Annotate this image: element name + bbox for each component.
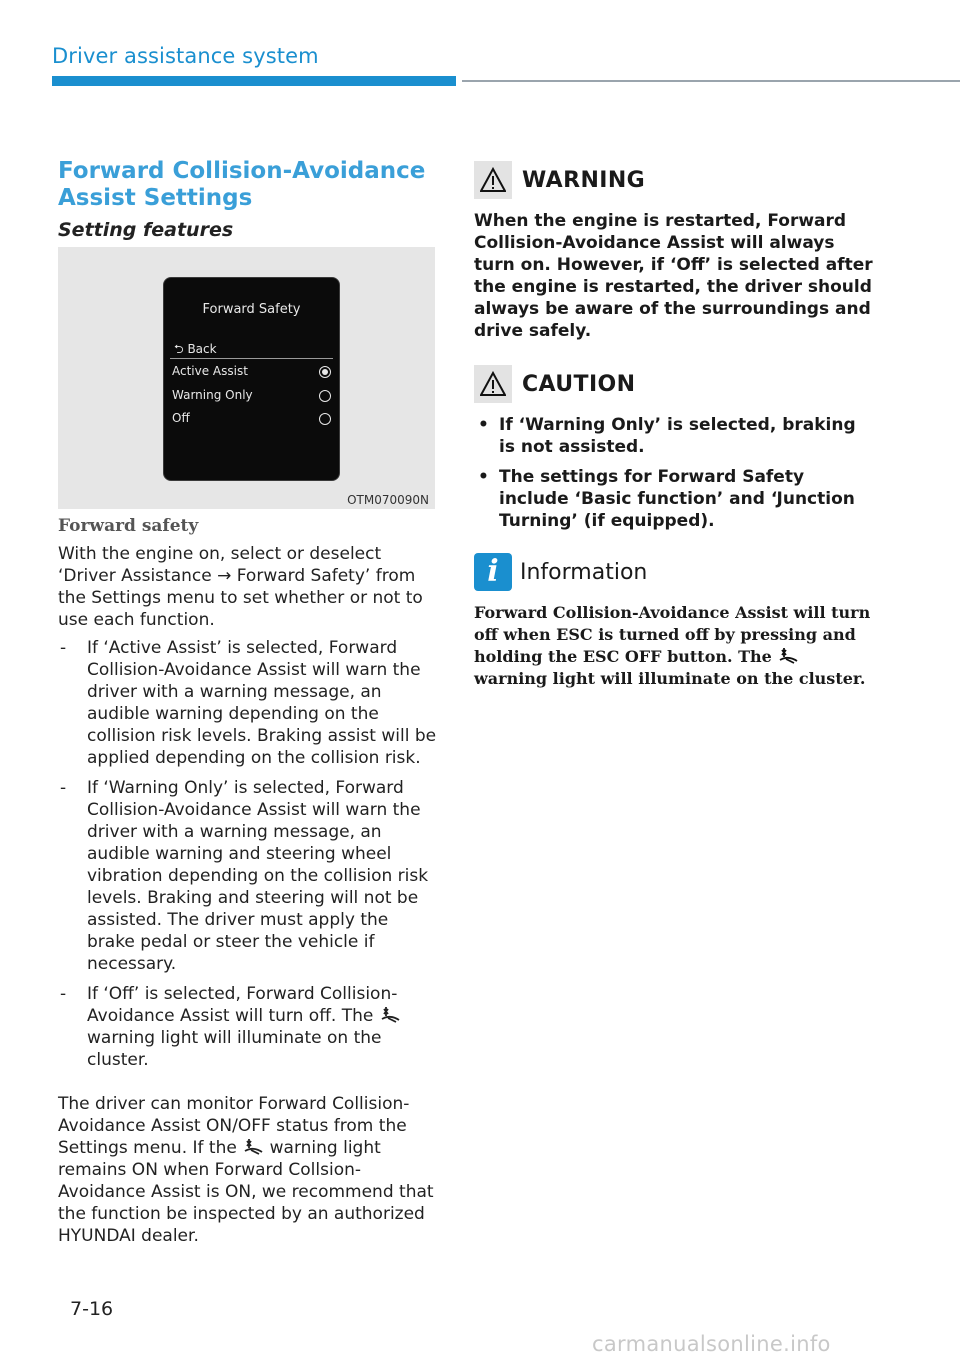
section-title-line1: Forward Collision-Avoidance — [58, 158, 426, 184]
figure-code: OTM070090N — [347, 493, 429, 507]
list-item-text: If ‘Off’ is selected, Forward Collision-Avoidance Assist will turn off. The — [87, 984, 398, 1026]
back-label: Back — [187, 342, 217, 356]
info-icon: i — [474, 553, 512, 591]
list-item: - If ‘Warning Only’ is selected, Forward Collision-Avoidance Assist will warn the driver with a warning message, an audible warning and steering wheel vibration depending on the collision risk levels. Braking and steering will not be assisted. The driver must apply the brake pedal or steer the vehicle if necessary. — [58, 777, 438, 975]
intro-paragraph: With the engine on, select or deselect ‘Driver Assistance → Forward Safety’ from the Settings menu to set whether or not to use each function. — [58, 544, 423, 630]
option-warning-only — [172, 388, 331, 402]
warning-triangle-icon — [474, 161, 512, 199]
option-active-assist — [172, 364, 331, 378]
caution-box — [474, 364, 874, 532]
list-item — [58, 983, 438, 1071]
warning-label: WARNING — [522, 167, 646, 193]
caution-triangle-icon — [474, 365, 512, 403]
paragraph-text-tail: warning light remains ON when Forward Collsion-Avoidance Assist is ON, we recommend that the function be inspected by an authorized HYUNDAI dealer. — [58, 1138, 434, 1246]
setting-options-list — [58, 637, 438, 1071]
warning-box — [474, 160, 874, 342]
running-header: Driver assistance system — [52, 44, 319, 68]
information-text — [474, 602, 874, 690]
screen-title: Forward Safety — [202, 302, 301, 317]
caution-header — [474, 364, 874, 404]
section-title-line2: Assist Settings — [58, 185, 253, 211]
caution-item: • If ‘Warning Only’ is selected, braking is not assisted. — [474, 414, 874, 458]
option-label: Active Assist — [172, 364, 248, 378]
list-item-text-tail: warning light will illuminate on the cluster. — [87, 1028, 382, 1070]
fca-warning-icon — [379, 1006, 401, 1024]
radio-empty-icon — [319, 413, 331, 425]
fca-warning-icon — [777, 647, 799, 665]
cluster-screen — [163, 277, 340, 481]
information-text-b: warning light will illuminate on the cluster. — [474, 669, 866, 688]
figure-caption: Forward safety — [58, 516, 199, 536]
warning-header — [474, 160, 874, 200]
caution-item: • The settings for Forward Safety include ‘Basic function’ and ‘Junction Turning’ (if equipped). — [474, 466, 874, 532]
back-arrow-icon: ⮌ — [174, 342, 184, 356]
information-box — [474, 552, 874, 690]
page-number: 7-16 — [70, 1298, 114, 1320]
section-subtitle: Setting features — [58, 219, 234, 241]
warning-text: When the engine is restarted, Forward Collision-Avoidance Assist will always turn on. However, if ‘Off’ is selected after the engine is restarted, the driver should always be aware of the surroundings and drive safely. — [474, 211, 873, 341]
option-label: Off — [172, 411, 190, 425]
header-rule — [462, 80, 960, 82]
option-label: Warning Only — [172, 388, 253, 402]
left-body-text — [58, 515, 438, 1247]
screen-divider — [170, 358, 333, 359]
radio-empty-icon — [319, 390, 331, 402]
radio-selected-icon — [319, 366, 331, 378]
left-column-heading — [58, 158, 438, 242]
monitor-paragraph — [58, 1093, 438, 1247]
cluster-figure — [58, 247, 435, 509]
section-title — [58, 158, 438, 212]
information-label: Information — [520, 559, 648, 585]
information-text-a: Forward Collision-Avoidance Assist will turn off when ESC is turned off by pressing and holding the ESC OFF button. The — [474, 603, 871, 666]
information-header — [474, 552, 874, 592]
paragraph-text: The driver can monitor Forward Collision-Avoidance Assist ON/OFF status from the Settings menu. If the — [58, 1094, 410, 1158]
fca-warning-icon — [242, 1138, 264, 1156]
option-off — [172, 411, 331, 425]
header-accent-bar — [52, 76, 456, 86]
caution-label: CAUTION — [522, 371, 636, 397]
list-item: - If ‘Active Assist’ is selected, Forward Collision-Avoidance Assist will warn the driver with a warning message, an audible warning depending on the collision risk levels. Braking assist will be applied depending on the collision risk. — [58, 637, 438, 769]
right-column — [474, 160, 874, 690]
watermark: carmanualsonline.info — [592, 1332, 831, 1356]
caution-list — [474, 414, 874, 532]
